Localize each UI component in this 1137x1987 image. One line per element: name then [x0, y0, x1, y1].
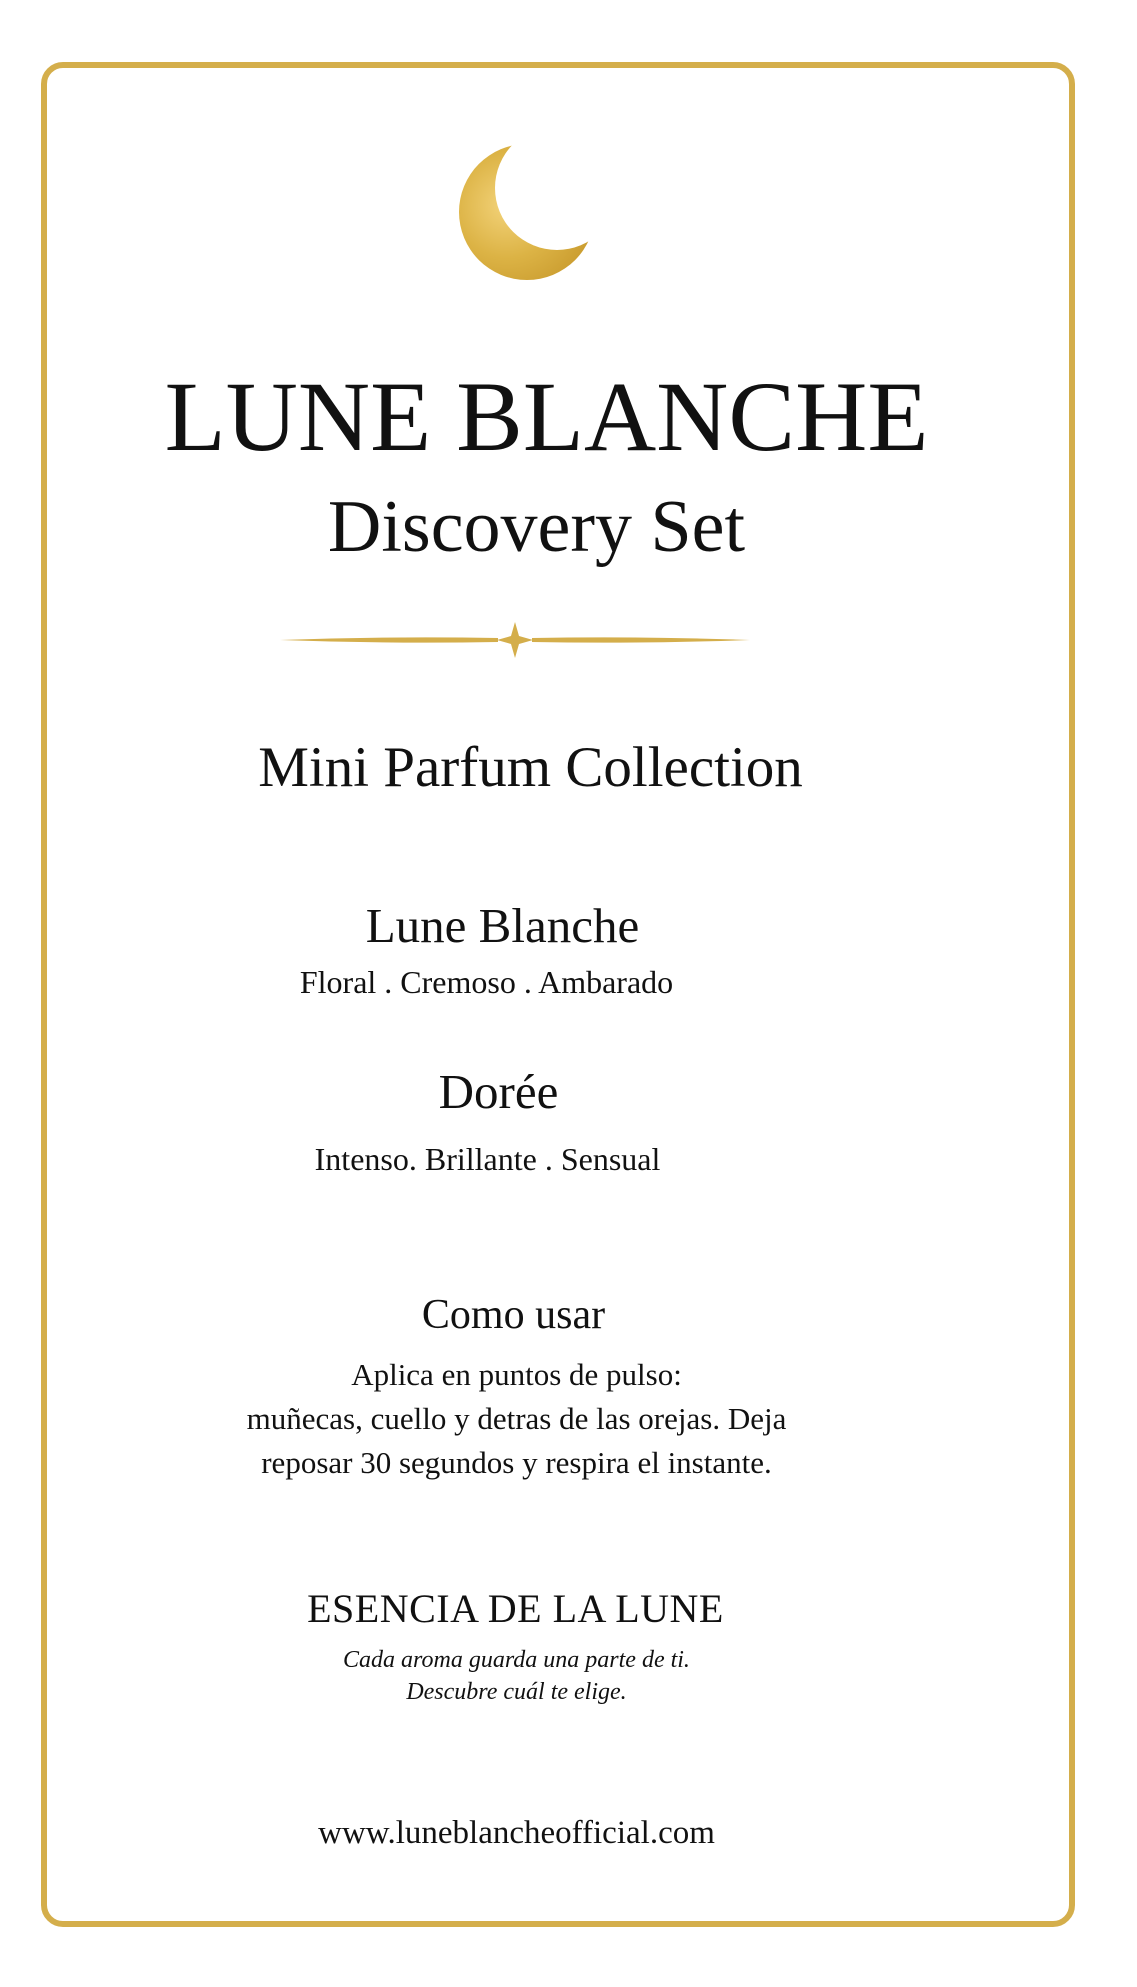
essence-tagline: [0, 1644, 1085, 1708]
essence-title: ESENCIA DE LA LUNE: [307, 1586, 724, 1631]
collection-title: Mini Parfum Collection: [258, 736, 803, 799]
usage-instructions: [0, 1353, 1085, 1485]
product-subtitle: Discovery Set: [327, 486, 746, 568]
usage-line: Aplica en puntos de pulso:: [351, 1357, 682, 1392]
brand-title: LUNE BLANCHE: [164, 361, 929, 472]
tagline-line: Descubre cuál te elige.: [406, 1679, 627, 1705]
usage-line: reposar 30 segundos y respira el instante.: [261, 1445, 772, 1480]
fragrance-name: Dorée: [438, 1064, 559, 1119]
fragrance-notes: Intenso. Brillante . Sensual: [314, 1141, 661, 1177]
crescent-moon-icon: [452, 128, 612, 288]
usage-title: Como usar: [421, 1292, 606, 1338]
fragrance-notes: Floral . Cremoso . Ambarado: [299, 964, 674, 1000]
website-url: www.luneblancheofficial.com: [318, 1815, 715, 1851]
tagline-line: Cada aroma guarda una parte de ti.: [343, 1647, 690, 1673]
usage-line: muñecas, cuello y detras de las orejas. Deja: [246, 1401, 787, 1436]
star-divider-icon: [280, 620, 750, 660]
fragrance-name: Lune Blanche: [365, 898, 640, 953]
